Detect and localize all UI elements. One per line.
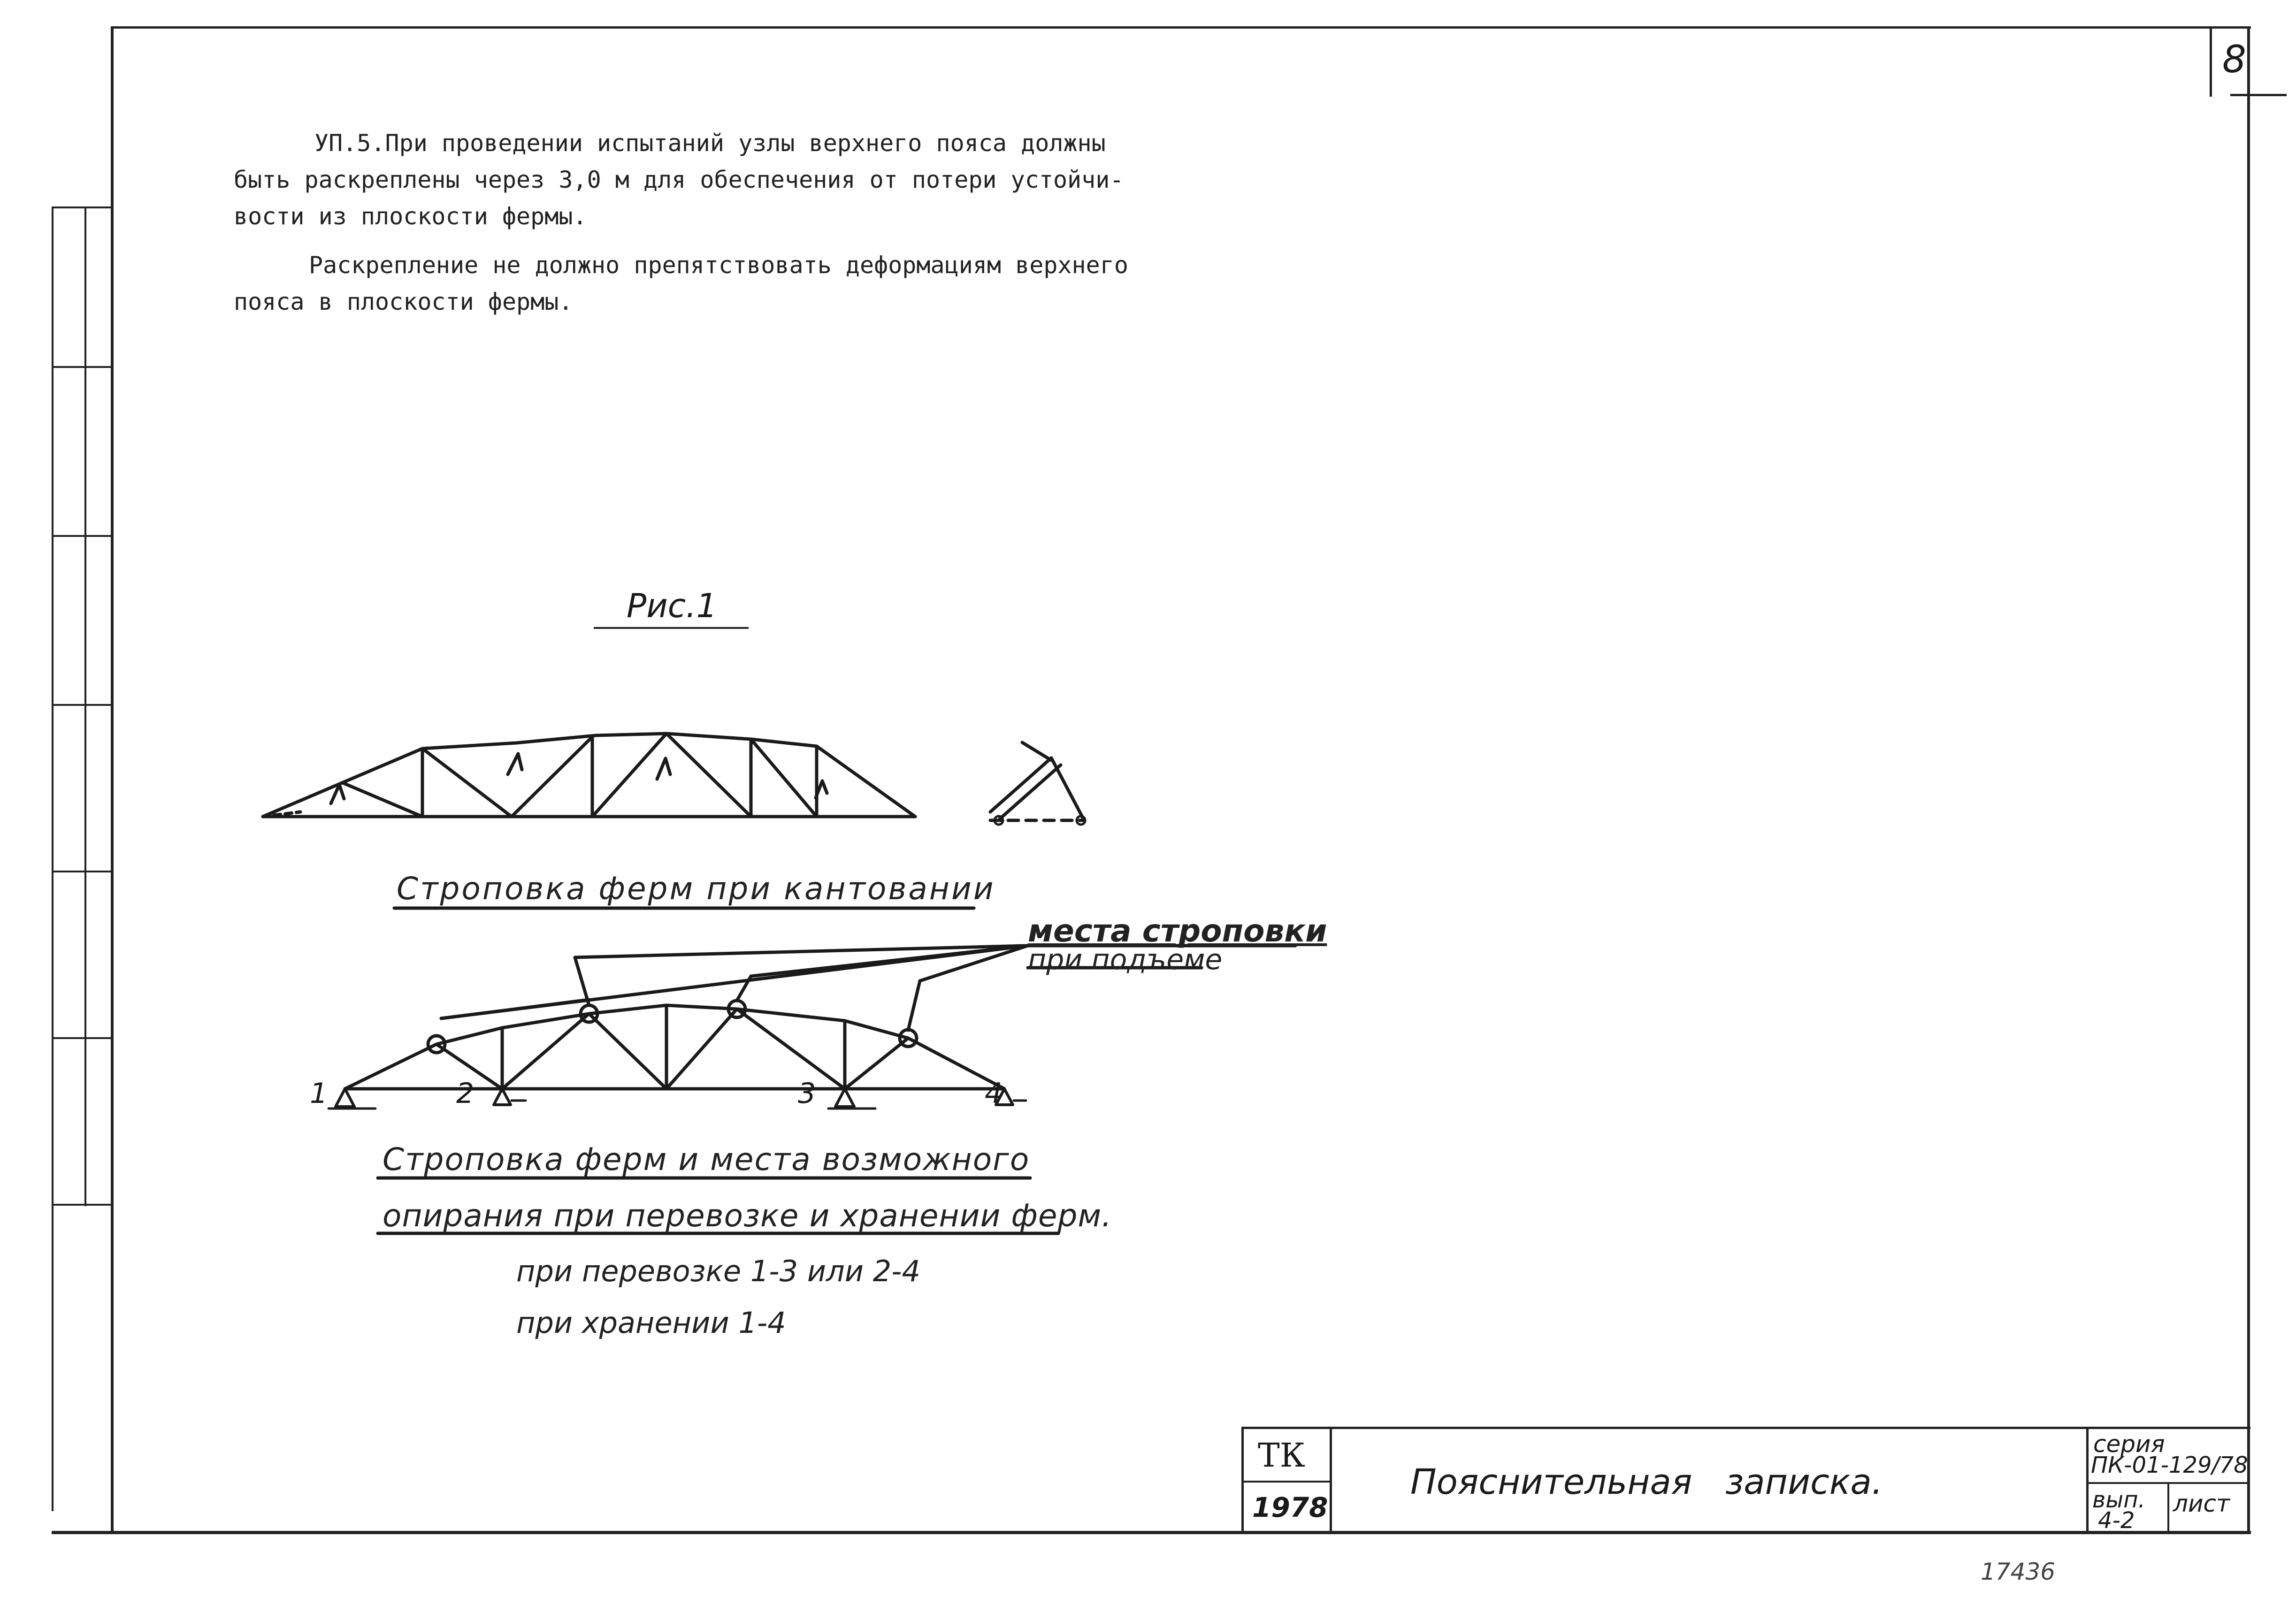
tilting-detail <box>990 742 1085 825</box>
transport-note: при перевозке 1-3 или 2-4 <box>516 1254 920 1288</box>
paragraph-line: пояса в плоскости фермы. <box>234 288 573 315</box>
sheet-label: лист <box>2173 1490 2230 1517</box>
title-block-year: 1978 <box>1252 1491 1328 1523</box>
caption-tilting: Строповка ферм при кантовании <box>397 871 995 907</box>
figure-title: Рис.1 <box>627 587 717 625</box>
support-label-4: 4 <box>985 1077 1003 1110</box>
title-block-top <box>1241 1427 2250 1429</box>
lifting-points-label-1: места строповки <box>1028 913 1327 949</box>
series-label: серия <box>2093 1430 2165 1458</box>
caption-transport-line-1: Строповка ферм и места возможного <box>383 1141 1030 1177</box>
footer-number: 17436 <box>1981 1558 2056 1585</box>
paragraph-line: вости из плоскости фермы. <box>234 203 587 230</box>
storage-note: при хранении 1-4 <box>516 1306 786 1340</box>
support-label-1: 1 <box>310 1077 328 1110</box>
title-block-divider <box>1330 1427 1332 1534</box>
title-block-divider <box>1241 1481 1331 1483</box>
title-block-divider <box>2167 1482 2169 1533</box>
sheet-number: 8 <box>2222 38 2246 81</box>
series-value: ПК-01-129/78 <box>2091 1452 2248 1478</box>
caption-transport-line-2: опирания при перевозке и хранении ферм. <box>383 1198 1112 1234</box>
title-block-left <box>1241 1427 1244 1534</box>
support-label-3: 3 <box>798 1077 816 1110</box>
issue-value: 4-2 <box>2098 1507 2135 1534</box>
issue-label: вып. <box>2092 1487 2145 1513</box>
document-title: Пояснительная записка. <box>1410 1462 1883 1502</box>
lifting-points-label-2: при подъеме <box>1028 943 1223 976</box>
paragraph-line: быть раскреплены через 3,0 м для обеспечения от потери устойчи- <box>234 166 1124 193</box>
paragraph-line: УП.5.При проведении испытаний узлы верхнего пояса должны <box>314 130 1106 157</box>
title-block-code: ТК <box>1258 1436 1305 1475</box>
paragraph-line: Раскрепление не должно препятствовать деформациям верхнего <box>309 252 1128 279</box>
support-label-2: 2 <box>456 1077 475 1110</box>
title-block-divider <box>2086 1427 2089 1534</box>
truss-tilting <box>263 734 915 817</box>
